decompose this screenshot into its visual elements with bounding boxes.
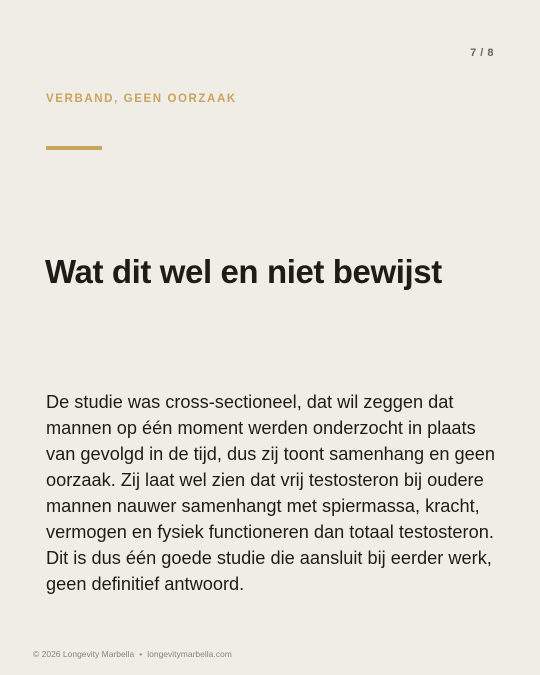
- page-counter: 7 / 8: [470, 47, 494, 59]
- section-kicker: VERBAND, GEEN OORZAAK: [46, 93, 237, 105]
- page-title: Wat dit wel en niet bewijst: [45, 253, 442, 290]
- footer-separator: •: [139, 649, 143, 659]
- body-paragraph: De studie was cross-sectioneel, dat wil zeggen dat mannen op één moment werden onderzocht in plaats van gevolgd in de tijd, dus zij toont samenhang en geen oorzaak. Zij laat wel zien dat vrij testosteron bij oudere mannen nauwer samenhangt met spiermassa, kracht, vermogen en fysiek functioneren dan totaal testosteron. Dit is dus één goede studie die aansluit bij eerder werk, geen definitief antwoord.: [46, 392, 495, 594]
- footer-website-link[interactable]: longevitymarbella.com: [147, 649, 232, 659]
- footer-copyright: © 2026 Longevity Marbella: [33, 649, 135, 659]
- accent-divider: [46, 146, 102, 150]
- footer: [33, 649, 232, 659]
